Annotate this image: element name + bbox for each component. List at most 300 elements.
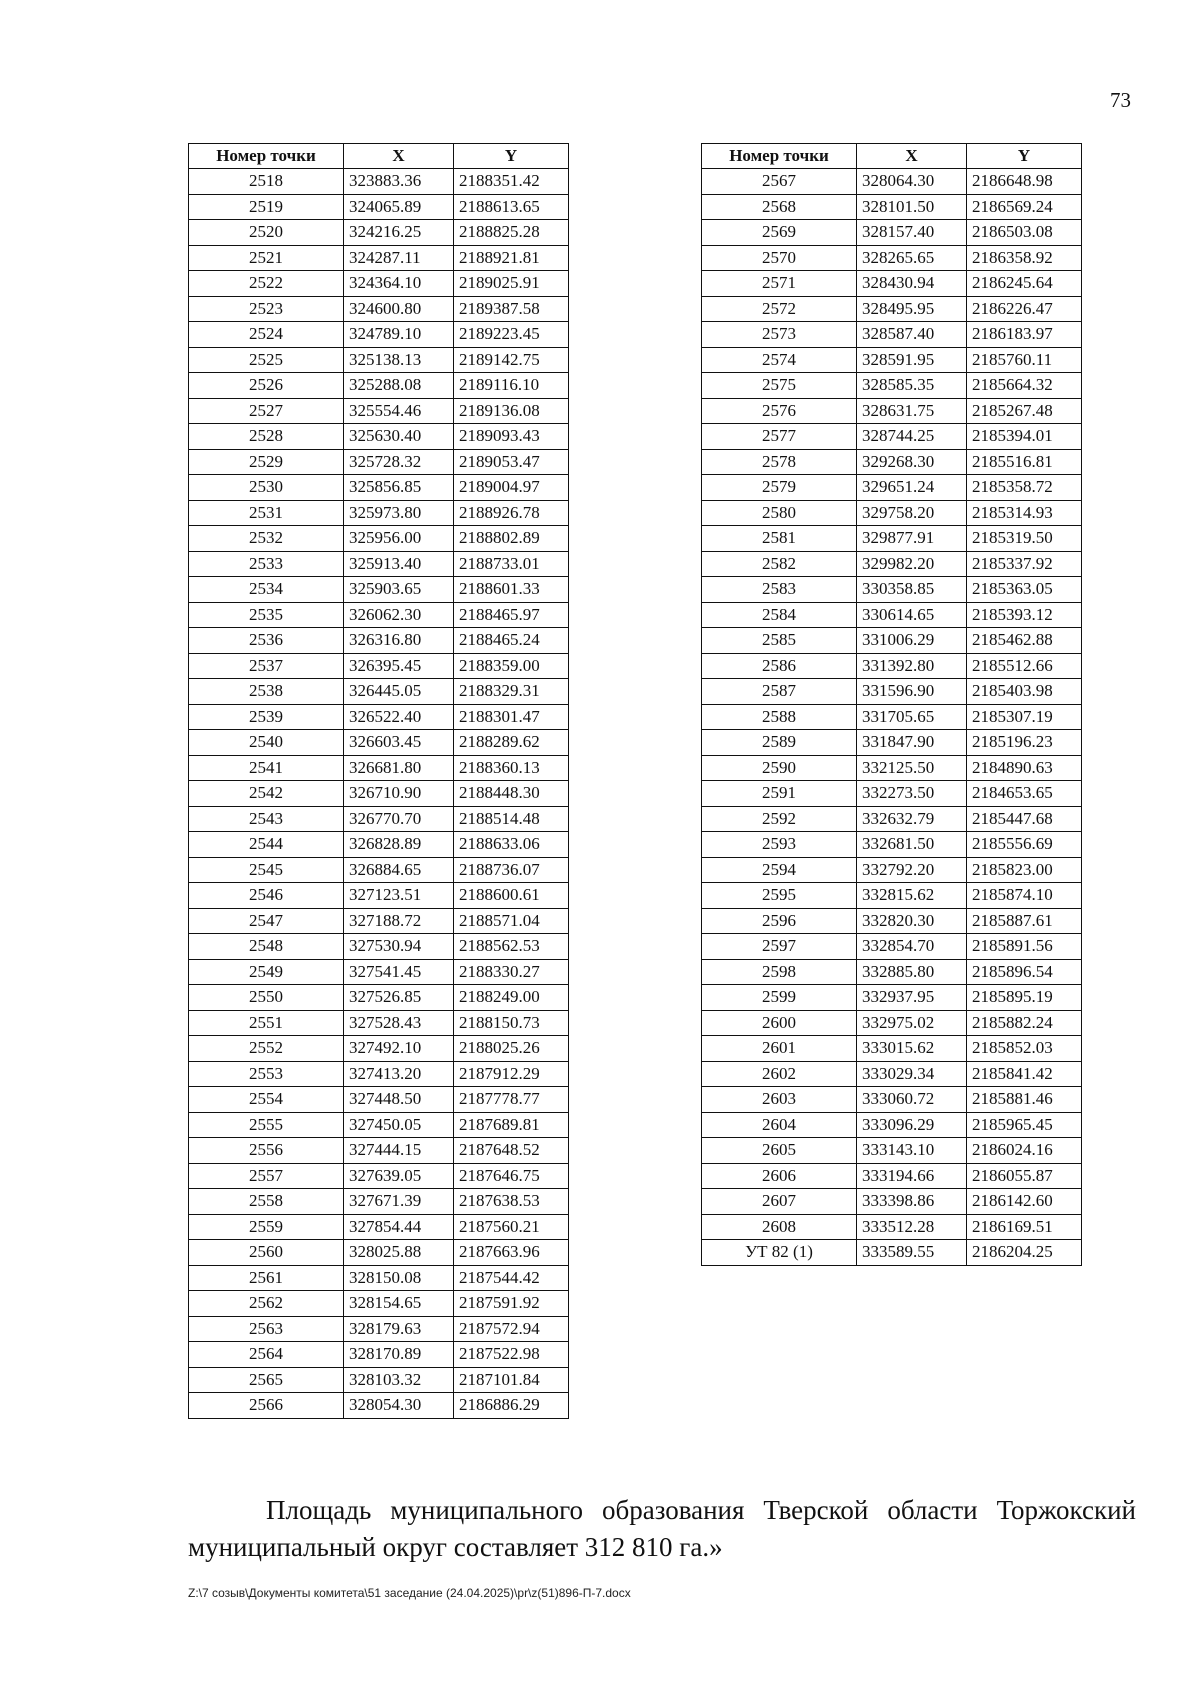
cell-x: 325956.00 (344, 526, 454, 552)
cell-y: 2188249.00 (454, 985, 569, 1011)
cell-x: 332854.70 (857, 934, 967, 960)
cell-y: 2185363.05 (967, 577, 1082, 603)
cell-x: 327448.50 (344, 1087, 454, 1113)
table-row (702, 959, 1082, 985)
cell-x: 328744.25 (857, 424, 967, 450)
cell-y: 2188025.26 (454, 1036, 569, 1062)
cell-x: 333398.86 (857, 1189, 967, 1215)
table-row (702, 1163, 1082, 1189)
cell-x: 326603.45 (344, 730, 454, 756)
cell-y: 2188329.31 (454, 679, 569, 705)
cell-y: 2186648.98 (967, 169, 1082, 195)
cell-point-number: 2533 (189, 551, 344, 577)
cell-x: 326395.45 (344, 653, 454, 679)
cell-point-number: 2543 (189, 806, 344, 832)
table-row (702, 526, 1082, 552)
cell-x: 333512.28 (857, 1214, 967, 1240)
cell-point-number: 2556 (189, 1138, 344, 1164)
table-row (702, 704, 1082, 730)
table-row (189, 755, 569, 781)
cell-y: 2187638.53 (454, 1189, 569, 1215)
cell-point-number: 2524 (189, 322, 344, 348)
cell-point-number: 2529 (189, 449, 344, 475)
table-row (702, 296, 1082, 322)
cell-point-number: 2564 (189, 1342, 344, 1368)
cell-y: 2185965.45 (967, 1112, 1082, 1138)
cell-point-number: 2597 (702, 934, 857, 960)
cell-point-number: 2588 (702, 704, 857, 730)
cell-y: 2185895.19 (967, 985, 1082, 1011)
cell-y: 2188571.04 (454, 908, 569, 934)
cell-y: 2189116.10 (454, 373, 569, 399)
cell-x: 324364.10 (344, 271, 454, 297)
cell-x: 328587.40 (857, 322, 967, 348)
cell-point-number: 2570 (702, 245, 857, 271)
table-row (189, 1316, 569, 1342)
cell-x: 328631.75 (857, 398, 967, 424)
cell-point-number: 2589 (702, 730, 857, 756)
cell-x: 328154.65 (344, 1291, 454, 1317)
cell-point-number: 2591 (702, 781, 857, 807)
cell-point-number: 2551 (189, 1010, 344, 1036)
cell-point-number: 2526 (189, 373, 344, 399)
cell-y: 2187778.77 (454, 1087, 569, 1113)
cell-x: 332632.79 (857, 806, 967, 832)
coordinates-table-left (188, 143, 569, 1419)
table-row (702, 730, 1082, 756)
cell-y: 2188562.53 (454, 934, 569, 960)
cell-y: 2187591.92 (454, 1291, 569, 1317)
table-row (189, 1036, 569, 1062)
cell-x: 332937.95 (857, 985, 967, 1011)
cell-x: 326316.80 (344, 628, 454, 654)
cell-y: 2187663.96 (454, 1240, 569, 1266)
coordinates-table-right (701, 143, 1082, 1266)
cell-point-number: 2585 (702, 628, 857, 654)
cell-x: 329758.20 (857, 500, 967, 526)
table-row (189, 296, 569, 322)
cell-x: 328157.40 (857, 220, 967, 246)
cell-point-number: 2567 (702, 169, 857, 195)
table-row (702, 577, 1082, 603)
table-row (189, 730, 569, 756)
table-row (189, 653, 569, 679)
header-point-number: Номер точки (189, 144, 344, 169)
cell-y: 2186024.16 (967, 1138, 1082, 1164)
cell-x: 327188.72 (344, 908, 454, 934)
table-row (189, 985, 569, 1011)
table-row (702, 806, 1082, 832)
table-row (702, 1036, 1082, 1062)
cell-point-number: 2583 (702, 577, 857, 603)
cell-y: 2185512.66 (967, 653, 1082, 679)
cell-point-number: 2573 (702, 322, 857, 348)
cell-point-number: 2596 (702, 908, 857, 934)
cell-x: 327413.20 (344, 1061, 454, 1087)
cell-point-number: 2592 (702, 806, 857, 832)
table-row (702, 169, 1082, 195)
cell-x: 327671.39 (344, 1189, 454, 1215)
cell-y: 2188825.28 (454, 220, 569, 246)
cell-y: 2185314.93 (967, 500, 1082, 526)
table-row (702, 1087, 1082, 1113)
table-row (189, 1087, 569, 1113)
cell-y: 2189136.08 (454, 398, 569, 424)
table-row (189, 1265, 569, 1291)
cell-point-number: 2522 (189, 271, 344, 297)
cell-x: 327492.10 (344, 1036, 454, 1062)
cell-y: 2185874.10 (967, 883, 1082, 909)
table-row (189, 1163, 569, 1189)
cell-point-number: 2525 (189, 347, 344, 373)
table-body-left (189, 169, 569, 1419)
cell-y: 2187572.94 (454, 1316, 569, 1342)
cell-point-number: 2553 (189, 1061, 344, 1087)
cell-y: 2184653.65 (967, 781, 1082, 807)
cell-y: 2188465.24 (454, 628, 569, 654)
cell-point-number: 2605 (702, 1138, 857, 1164)
table-row (189, 526, 569, 552)
cell-point-number: 2571 (702, 271, 857, 297)
cell-y: 2185337.92 (967, 551, 1082, 577)
table-row (702, 1138, 1082, 1164)
table-row (189, 475, 569, 501)
cell-y: 2185516.81 (967, 449, 1082, 475)
cell-x: 324789.10 (344, 322, 454, 348)
cell-y: 2186142.60 (967, 1189, 1082, 1215)
cell-y: 2187560.21 (454, 1214, 569, 1240)
table-row (702, 322, 1082, 348)
cell-x: 333015.62 (857, 1036, 967, 1062)
cell-y: 2185462.88 (967, 628, 1082, 654)
table-row (189, 271, 569, 297)
table-header-row (702, 144, 1082, 169)
cell-point-number: 2561 (189, 1265, 344, 1291)
cell-x: 325856.85 (344, 475, 454, 501)
page-number: 73 (1110, 88, 1131, 112)
cell-x: 326828.89 (344, 832, 454, 858)
cell-x: 332125.50 (857, 755, 967, 781)
table-row (702, 1214, 1082, 1240)
cell-y: 2186503.08 (967, 220, 1082, 246)
cell-x: 328064.30 (857, 169, 967, 195)
cell-x: 333194.66 (857, 1163, 967, 1189)
cell-x: 328585.35 (857, 373, 967, 399)
header-point-number: Номер точки (702, 144, 857, 169)
cell-point-number: 2577 (702, 424, 857, 450)
cell-point-number: 2595 (702, 883, 857, 909)
cell-x: 325913.40 (344, 551, 454, 577)
table-row (702, 475, 1082, 501)
table-row (702, 653, 1082, 679)
cell-y: 2188448.30 (454, 781, 569, 807)
cell-point-number: 2547 (189, 908, 344, 934)
cell-x: 331392.80 (857, 653, 967, 679)
closing-paragraph: Площадь муниципального образования Тверской области Торжокский муниципальный округ составляет 312 810 га.» (188, 1495, 1136, 1562)
cell-y: 2185447.68 (967, 806, 1082, 832)
cell-x: 325903.65 (344, 577, 454, 603)
cell-point-number: 2538 (189, 679, 344, 705)
cell-point-number: 2562 (189, 1291, 344, 1317)
cell-y: 2187646.75 (454, 1163, 569, 1189)
table-row (189, 500, 569, 526)
cell-point-number: 2523 (189, 296, 344, 322)
table-row (702, 271, 1082, 297)
cell-x: 329982.20 (857, 551, 967, 577)
cell-y: 2185887.61 (967, 908, 1082, 934)
table-row (702, 679, 1082, 705)
cell-y: 2188289.62 (454, 730, 569, 756)
cell-y: 2189025.91 (454, 271, 569, 297)
cell-x: 333096.29 (857, 1112, 967, 1138)
cell-x: 324600.80 (344, 296, 454, 322)
cell-y: 2188601.33 (454, 577, 569, 603)
cell-x: 325138.13 (344, 347, 454, 373)
cell-x: 325288.08 (344, 373, 454, 399)
table-row (189, 934, 569, 960)
cell-x: 333029.34 (857, 1061, 967, 1087)
cell-x: 325630.40 (344, 424, 454, 450)
cell-point-number: 2558 (189, 1189, 344, 1215)
cell-point-number: 2521 (189, 245, 344, 271)
table-row (189, 551, 569, 577)
cell-x: 326522.40 (344, 704, 454, 730)
cell-point-number: 2598 (702, 959, 857, 985)
cell-x: 328591.95 (857, 347, 967, 373)
cell-point-number: 2554 (189, 1087, 344, 1113)
header-x: X (857, 144, 967, 169)
cell-y: 2185760.11 (967, 347, 1082, 373)
cell-y: 2185841.42 (967, 1061, 1082, 1087)
cell-point-number: 2530 (189, 475, 344, 501)
cell-point-number: 2549 (189, 959, 344, 985)
cell-point-number: 2586 (702, 653, 857, 679)
cell-point-number: 2540 (189, 730, 344, 756)
cell-point-number: 2600 (702, 1010, 857, 1036)
cell-point-number: 2581 (702, 526, 857, 552)
cell-x: 324287.11 (344, 245, 454, 271)
table-row (702, 1240, 1082, 1266)
cell-x: 324216.25 (344, 220, 454, 246)
cell-y: 2187522.98 (454, 1342, 569, 1368)
cell-x: 328025.88 (344, 1240, 454, 1266)
table-row (189, 602, 569, 628)
cell-x: 325728.32 (344, 449, 454, 475)
cell-point-number: 2587 (702, 679, 857, 705)
cell-y: 2188600.61 (454, 883, 569, 909)
cell-point-number: 2545 (189, 857, 344, 883)
cell-point-number: 2520 (189, 220, 344, 246)
cell-x: 331596.90 (857, 679, 967, 705)
table-row (189, 883, 569, 909)
cell-y: 2186226.47 (967, 296, 1082, 322)
cell-y: 2187544.42 (454, 1265, 569, 1291)
table-row (189, 628, 569, 654)
cell-y: 2186183.97 (967, 322, 1082, 348)
cell-y: 2185881.46 (967, 1087, 1082, 1113)
cell-y: 2189004.97 (454, 475, 569, 501)
cell-y: 2188465.97 (454, 602, 569, 628)
cell-point-number: 2566 (189, 1393, 344, 1419)
cell-y: 2186245.64 (967, 271, 1082, 297)
table-row (702, 551, 1082, 577)
cell-y: 2186886.29 (454, 1393, 569, 1419)
header-x: X (344, 144, 454, 169)
table-row (189, 169, 569, 195)
cell-x: 333589.55 (857, 1240, 967, 1266)
cell-point-number: 2590 (702, 755, 857, 781)
cell-point-number: 2548 (189, 934, 344, 960)
table-row (189, 1061, 569, 1087)
cell-point-number: 2535 (189, 602, 344, 628)
cell-point-number: УТ 82 (1) (702, 1240, 857, 1266)
cell-point-number: 2550 (189, 985, 344, 1011)
cell-point-number: 2578 (702, 449, 857, 475)
table-row (189, 1138, 569, 1164)
cell-y: 2184890.63 (967, 755, 1082, 781)
cell-x: 331006.29 (857, 628, 967, 654)
cell-y: 2185267.48 (967, 398, 1082, 424)
cell-y: 2186569.24 (967, 194, 1082, 220)
table-row (702, 373, 1082, 399)
table-row (702, 449, 1082, 475)
cell-point-number: 2560 (189, 1240, 344, 1266)
cell-y: 2185823.00 (967, 857, 1082, 883)
table-row (702, 1010, 1082, 1036)
header-y: Y (967, 144, 1082, 169)
table-row (189, 322, 569, 348)
cell-x: 326681.80 (344, 755, 454, 781)
cell-point-number: 2557 (189, 1163, 344, 1189)
table-row (702, 934, 1082, 960)
cell-point-number: 2568 (702, 194, 857, 220)
cell-x: 327450.05 (344, 1112, 454, 1138)
cell-y: 2188633.06 (454, 832, 569, 858)
table-row (702, 500, 1082, 526)
table-row (702, 398, 1082, 424)
table-row (702, 1061, 1082, 1087)
cell-point-number: 2582 (702, 551, 857, 577)
cell-x: 326062.30 (344, 602, 454, 628)
cell-y: 2185394.01 (967, 424, 1082, 450)
cell-y: 2185664.32 (967, 373, 1082, 399)
table-row (189, 781, 569, 807)
table-row (702, 781, 1082, 807)
cell-point-number: 2518 (189, 169, 344, 195)
cell-y: 2187912.29 (454, 1061, 569, 1087)
cell-x: 332792.20 (857, 857, 967, 883)
cell-x: 330614.65 (857, 602, 967, 628)
cell-point-number: 2594 (702, 857, 857, 883)
cell-point-number: 2537 (189, 653, 344, 679)
cell-y: 2189387.58 (454, 296, 569, 322)
cell-y: 2185852.03 (967, 1036, 1082, 1062)
cell-point-number: 2599 (702, 985, 857, 1011)
cell-y: 2187689.81 (454, 1112, 569, 1138)
cell-y: 2189053.47 (454, 449, 569, 475)
table-row (189, 806, 569, 832)
cell-x: 330358.85 (857, 577, 967, 603)
cell-point-number: 2574 (702, 347, 857, 373)
table-row (702, 883, 1082, 909)
cell-x: 324065.89 (344, 194, 454, 220)
cell-y: 2186358.92 (967, 245, 1082, 271)
cell-x: 326884.65 (344, 857, 454, 883)
table-row (189, 194, 569, 220)
cell-y: 2185319.50 (967, 526, 1082, 552)
table-row (189, 1393, 569, 1419)
table-row (189, 1291, 569, 1317)
cell-x: 328170.89 (344, 1342, 454, 1368)
cell-x: 326770.70 (344, 806, 454, 832)
table-row (702, 908, 1082, 934)
cell-y: 2188360.13 (454, 755, 569, 781)
cell-y: 2188301.47 (454, 704, 569, 730)
cell-y: 2188330.27 (454, 959, 569, 985)
cell-y: 2189093.43 (454, 424, 569, 450)
cell-point-number: 2536 (189, 628, 344, 654)
cell-point-number: 2542 (189, 781, 344, 807)
cell-x: 328054.30 (344, 1393, 454, 1419)
table-row (189, 220, 569, 246)
cell-x: 327444.15 (344, 1138, 454, 1164)
cell-y: 2188514.48 (454, 806, 569, 832)
table-row (189, 449, 569, 475)
cell-point-number: 2544 (189, 832, 344, 858)
cell-point-number: 2559 (189, 1214, 344, 1240)
cell-x: 328150.08 (344, 1265, 454, 1291)
cell-y: 2185891.56 (967, 934, 1082, 960)
table-row (702, 755, 1082, 781)
table-body-right (702, 169, 1082, 1266)
table-row (702, 194, 1082, 220)
cell-point-number: 2528 (189, 424, 344, 450)
cell-y: 2189223.45 (454, 322, 569, 348)
cell-point-number: 2604 (702, 1112, 857, 1138)
cell-y: 2188359.00 (454, 653, 569, 679)
cell-y: 2185307.19 (967, 704, 1082, 730)
table-row (702, 245, 1082, 271)
cell-point-number: 2565 (189, 1367, 344, 1393)
cell-point-number: 2606 (702, 1163, 857, 1189)
cell-point-number: 2555 (189, 1112, 344, 1138)
table-row (702, 832, 1082, 858)
table-row (189, 959, 569, 985)
cell-point-number: 2552 (189, 1036, 344, 1062)
cell-x: 331847.90 (857, 730, 967, 756)
cell-y: 2186055.87 (967, 1163, 1082, 1189)
cell-point-number: 2601 (702, 1036, 857, 1062)
cell-x: 323883.36 (344, 169, 454, 195)
cell-point-number: 2584 (702, 602, 857, 628)
table-row (702, 985, 1082, 1011)
cell-point-number: 2541 (189, 755, 344, 781)
table-row (702, 857, 1082, 883)
cell-x: 329877.91 (857, 526, 967, 552)
table-row (702, 628, 1082, 654)
cell-x: 328265.65 (857, 245, 967, 271)
cell-point-number: 2572 (702, 296, 857, 322)
cell-y: 2188736.07 (454, 857, 569, 883)
cell-y: 2186204.25 (967, 1240, 1082, 1266)
cell-point-number: 2563 (189, 1316, 344, 1342)
cell-point-number: 2575 (702, 373, 857, 399)
cell-y: 2188802.89 (454, 526, 569, 552)
cell-point-number: 2519 (189, 194, 344, 220)
header-y: Y (454, 144, 569, 169)
cell-point-number: 2603 (702, 1087, 857, 1113)
cell-y: 2188921.81 (454, 245, 569, 271)
